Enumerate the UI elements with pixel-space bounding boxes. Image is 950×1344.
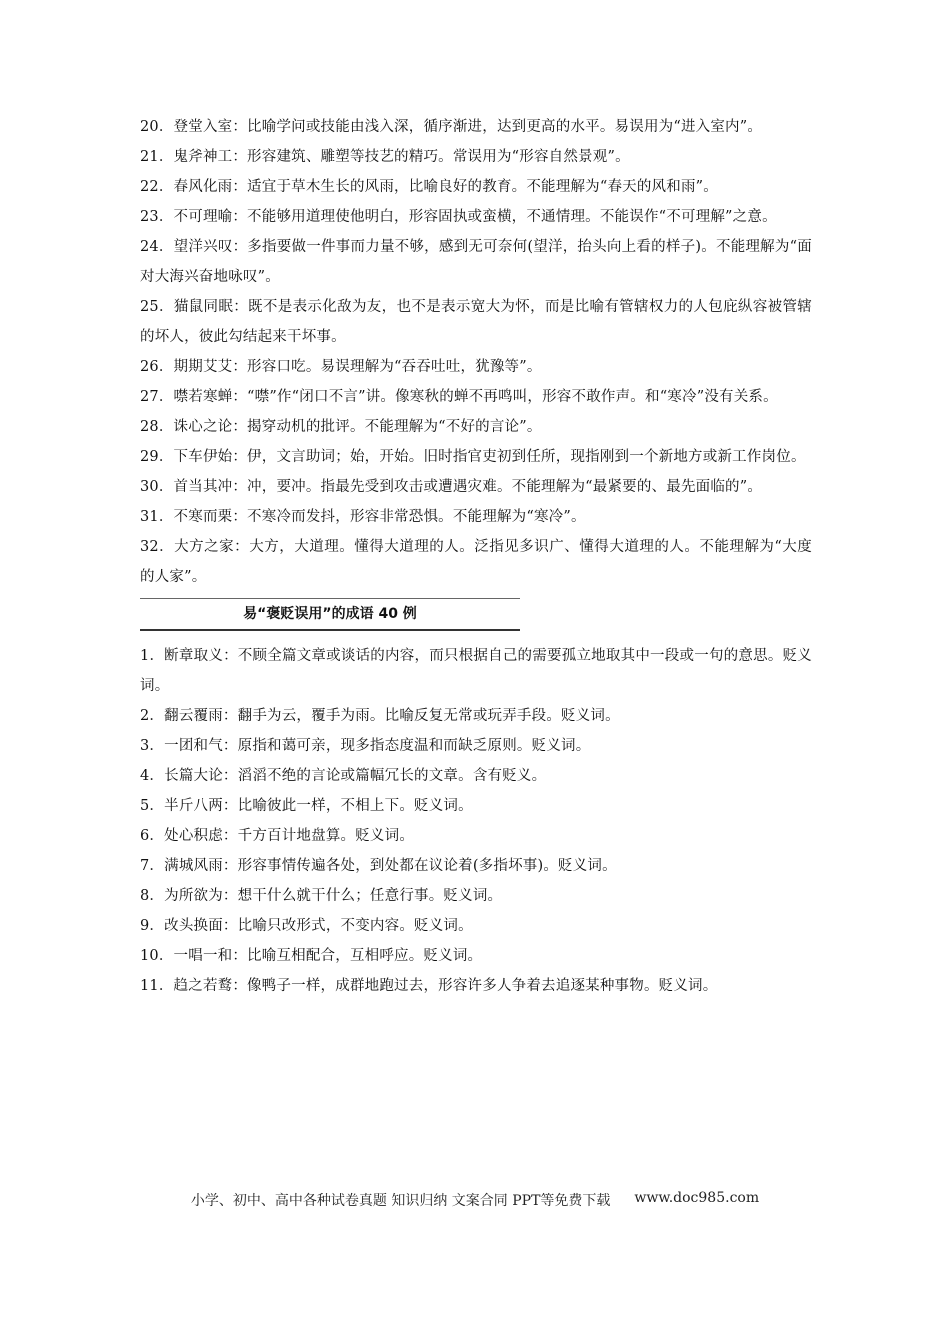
page-footer (0, 1190, 950, 1210)
entries-top (140, 112, 812, 592)
entry-30: 30．首当其冲：冲，要冲。指最先受到攻击或遭遇灾难。不能理解为“最紧要的、最先面临的”。 (140, 479, 763, 495)
entry-24: 24．望洋兴叹：多指要做一件事而力量不够，感到无可奈何(望洋，抬头向上看的样子)。不能理解为“面对大海兴奋地咏叹”。 (140, 239, 812, 285)
entry-7: 7．满城风雨：形容事情传遍各处，到处都在议论着(多指坏事)。贬义词。 (140, 858, 617, 874)
entry-8: 8．为所欲为：想干什么就干什么；任意行事。贬义词。 (140, 888, 503, 904)
section-header (140, 598, 520, 631)
entry-31: 31．不寒而栗：不寒冷而发抖，形容非常恐惧。不能理解为“寒冷”。 (140, 509, 586, 525)
entry-26: 26．期期艾艾：形容口吃。易误理解为“吞吞吐吐，犹豫等”。 (140, 359, 542, 375)
footer-text: 小学、初中、高中各种试卷真题 知识归纳 文案合同 PPT等免费下载 (190, 1193, 611, 1209)
document-body (140, 112, 812, 1001)
entry-9: 9．改头换面：比喻只改形式，不变内容。贬义词。 (140, 918, 473, 934)
entry-2: 2．翻云覆雨：翻手为云，覆手为雨。比喻反复无常或玩弄手段。贬义词。 (140, 708, 620, 724)
entry-23: 23．不可理喻：不能够用道理使他明白，形容固执或蛮横，不通情理。不能误作“不可理解”之意。 (140, 209, 777, 225)
entry-6: 6．处心积虑：千方百计地盘算。贬义词。 (140, 828, 415, 844)
entry-32: 32．大方之家：大方，大道理。懂得大道理的人。泛指见多识广、懂得大道理的人。不能理解为“大度的人家”。 (140, 539, 812, 585)
entry-27: 27．噤若寒蝉：“噤”作“闭口不言”讲。像寒秋的蝉不再鸣叫，形容不敢作声。和“寒冷”没有关系。 (140, 389, 778, 405)
entry-5: 5．半斤八两：比喻彼此一样，不相上下。贬义词。 (140, 798, 473, 814)
section-rule-bottom (140, 629, 520, 631)
entry-1: 1．断章取义：不顾全篇文章或谈话的内容，而只根据自己的需要孤立地取其中一段或一句的意思。贬义词。 (140, 648, 812, 694)
entries-bottom (140, 641, 812, 1001)
entry-22: 22．春风化雨：适宜于草木生长的风雨，比喻良好的教育。不能理解为“春天的风和雨”。 (140, 179, 718, 195)
entry-28: 28．诛心之论：揭穿动机的批评。不能理解为“不好的言论”。 (140, 419, 542, 435)
entry-3: 3．一团和气：原指和蔼可亲，现多指态度温和而缺乏原则。贬义词。 (140, 738, 591, 754)
entry-11: 11．趋之若鹜：像鸭子一样，成群地跑过去，形容许多人争着去追逐某种事物。贬义词。 (140, 978, 718, 994)
entry-29: 29．下车伊始：伊，文言助词；始，开始。旧时指官吏初到任所，现指刚到一个新地方或新工作岗位。 (140, 449, 806, 465)
entry-10: 10．一唱一和：比喻互相配合，互相呼应。贬义词。 (140, 948, 483, 964)
entry-21: 21．鬼斧神工：形容建筑、雕塑等技艺的精巧。常误用为“形容自然景观”。 (140, 149, 630, 165)
section-title: 易“褒贬误用”的成语 40 例 (243, 606, 417, 622)
footer-url[interactable]: www.doc985.com (634, 1190, 760, 1206)
entry-4: 4．长篇大论：滔滔不绝的言论或篇幅冗长的文章。含有贬义。 (140, 768, 547, 784)
entry-25: 25．猫鼠同眠：既不是表示化敌为友，也不是表示宽大为怀，而是比喻有管辖权力的人包庇纵容被管辖的坏人，彼此勾结起来干坏事。 (140, 299, 812, 345)
entry-20: 20．登堂入室：比喻学问或技能由浅入深，循序渐进，达到更高的水平。易误用为“进入室内”。 (140, 119, 763, 135)
